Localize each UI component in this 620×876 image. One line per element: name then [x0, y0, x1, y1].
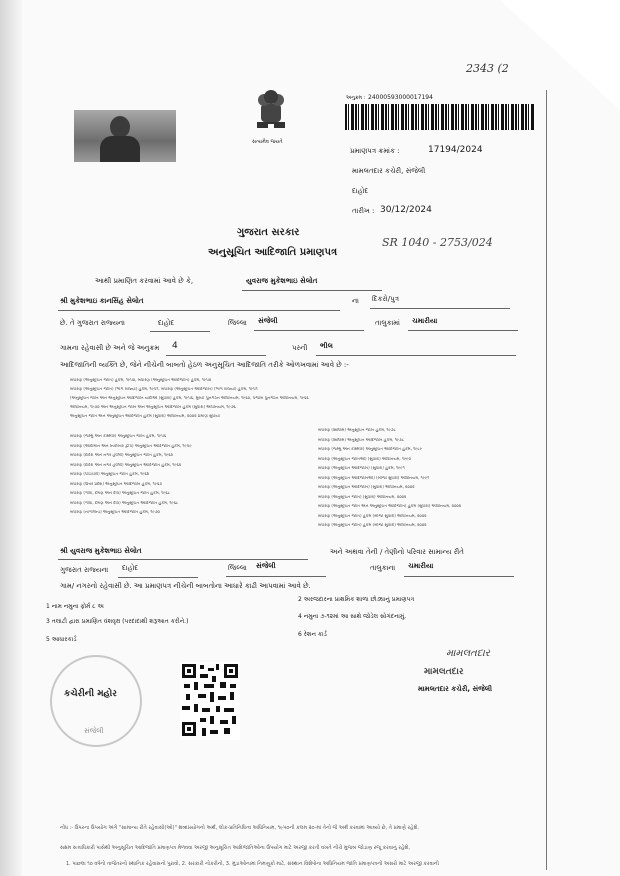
applicant-photo	[74, 110, 176, 162]
parent-name: શ્રી મુકેશભાઇ કાનસિંહ સેલોત	[60, 297, 144, 305]
schedule-right-item: બંધારણ (અનુસૂચિત જાતિ અને અનુસૂચિત આદિજાતિ) હુકમ (સુધારા) અધિનિયમ, ૨૦૦૨	[318, 504, 462, 508]
second-district: દાહોદ	[122, 564, 139, 572]
issue-date: 30/12/2024	[380, 205, 432, 215]
underline	[254, 330, 364, 331]
serial-number: 24000593000017194	[368, 94, 433, 101]
schedule-left-item: બંધારણ (ઉત્તર પ્રદેશ) અનુસૂચિત આદિજાતિ હુકમ, ૧૯૬૭	[70, 481, 162, 486]
doc-item-5: 5 આધારકાર્ડ	[46, 636, 77, 643]
scan-shadow	[0, 0, 22, 876]
cert-title: અનુસૂચિત આદિજાતિ પ્રમાણપત્ર	[208, 247, 338, 258]
second-jillo-label: જિલ્લા	[228, 564, 247, 572]
intro-text: આથી પ્રમાણિત કરવામાં આવે છે કે,	[95, 277, 194, 285]
underline	[408, 330, 518, 331]
underline	[370, 308, 510, 309]
schedule-right-item: બંધારણ (અનુસૂચિત જાતિ) હુકમ (બીજો સુધારો) અધિનિયમ, ૨૦૦૨	[318, 513, 427, 518]
officer-signature: મામલતદાર	[446, 648, 490, 659]
underline	[166, 355, 266, 356]
district-name: દાહોદ	[352, 187, 369, 195]
date-label: તારીખ :	[352, 207, 375, 215]
seal-place: સંજેલી	[84, 727, 104, 735]
parent-relation: દિકરો/પુત્ર	[372, 295, 400, 303]
tribe-label: પરની	[292, 344, 308, 352]
second-taluka-value: ચમારીયા	[408, 562, 434, 570]
schedule-right-item: બંધારણ (અનુસૂચિત આદિજાતિ) (સુધારા) અધિનિયમ, ૨૦૦૨	[318, 485, 415, 489]
schedule-left-item: બંધારણ (પોંડિચેરી) અનુસૂચિત જાતિ હુકમ, ૧૯૬૪	[70, 472, 150, 476]
footer-note-1: નોંધ :- ઉપરના ઉપયોગ અંગે "સામાન્ય રીતે રહેવાસી(ઓ)" શબ્દપ્રયોગનો અર્થ, લોક-પ્રતિનિધિત્વ અધિનિયમ, ૧૯૫૦ની કલમ ૨૦-માં તેનો જે અર્થ કરવામાં આવ્યો છે, તે પ્રમાણે રહેશે.	[60, 825, 420, 831]
tribe-statement: આદિજાતિની વ્યક્તિ છે, જેને નીચેની બાબતો હેઠળ અનુસૂચિત આદિજાતિ તરીકે ઓળખવામાં આવે છે :-	[60, 361, 349, 369]
doc-item-6: 6 રેશન કાર્ડ	[298, 631, 327, 638]
handwritten-reference: SR 1040 - 2753/024	[382, 236, 493, 249]
schedule-left-item: બંધારણ (નાગાલેન્ડ) અનુસૂચિત આદિજાતિ હુકમ, ૧૯૭૦	[70, 510, 160, 514]
second-jillo-value: સંજેલી	[256, 562, 276, 570]
state-label: છે. તે ગુજરાત રાજ્યના	[60, 319, 125, 327]
page-edge-line	[546, 90, 547, 870]
officer-office: મામલતદાર કચેરી, સંજેલી	[418, 685, 493, 693]
schedule-left-item: બંધારણ (અનુસૂચિત જાતિ) હુકમ, ૧૯૫૦, બંધારણ (અનુસૂચિત આદિજાતિ) હુકમ, ૧૯૫૦	[70, 378, 212, 382]
schedule-left-item: અનુસૂચિત જાતિ અને અનુસૂચિત આદિજાતિ હુકમ (સુધારા) અધિનિયમ, ૨૦૦૨ પ્રમાણે સુધાર્યા	[70, 414, 220, 418]
schedule-right-item: બંધારણ (અનુસૂચિત જાતિઓ) (સુધારા) અધિનિયમ, ૧૯૯૦	[318, 456, 412, 461]
taluka-label: તાલુકામાં	[375, 319, 400, 327]
corner-handwritten-number: 2343 (2	[466, 62, 509, 75]
underline	[150, 331, 210, 332]
underline	[242, 290, 382, 291]
cert-no-label: પ્રમાણપત્ર ક્રમાંક :	[350, 147, 400, 155]
state-district: દાહોદ	[158, 319, 175, 327]
barcode	[345, 104, 535, 130]
footer-note-3: 1. પાછલા ૧૦ વર્ષનો તાજેતરનો સ્થાનિક રહેવાસનો પુરાવો, 2. સરકારી નોકરીનો, 3. મુંડાઓનામાં નિમણૂકો માટે, સંસ્થાન વિશેષોના અધિનિયમ જાતિ પ્રમાણપત્રની અસરો માટે અરજી કરવાની	[66, 861, 439, 867]
schedule-left-item: બંધારણ (ગોવા, દમણ અને દીવ) અનુસૂચિત આદિજાતિ હુકમ, ૧૯૬૮	[70, 500, 179, 505]
relation-prefix: ના	[352, 297, 359, 305]
schedule-left-item: બંધારણ (દાદરા અને નગર હવેલી) અનુસૂચિત આદિજાતિ હુકમ, ૧૯૬૨	[70, 462, 182, 467]
underline	[58, 559, 308, 560]
tribe-value: ભીલ	[320, 342, 333, 350]
page-fold	[500, 0, 620, 110]
taluka-value: ચમારીયા	[412, 317, 438, 325]
seal-text: કચેરીની મહોર	[64, 689, 117, 699]
schedule-left-item: બંધારણ (આંદામાન અને નિકોબાર દ્વીપ) અનુસૂચિત આદિજાતિ હુકમ, ૧૯૫૯	[70, 443, 192, 448]
underline	[404, 576, 514, 577]
schedule-right-item: બંધારણ (સિક્કિમ) અનુસૂચિત જાતિ હુકમ, ૧૯૭૮	[318, 428, 396, 432]
schedule-right-item: બંધારણ (અનુસૂચિત જાતિ) (સુધારા) અધિનિયમ, ૨૦૦૨	[318, 494, 407, 499]
jillo-value: સંજેલી	[258, 317, 278, 325]
schedule-right-item: બંધારણ (જમ્મુ અને કાશ્મીર) અનુસૂચિત આદિજાતિ હુકમ, ૧૯૮૯	[318, 447, 423, 451]
emblem-caption: સત્યમેવ જયતે	[252, 139, 283, 145]
footer-note-2: સક્ષમ સત્તાધિકારી પાસેથી અનુસૂચિત આદિજાતિ પ્રમાણપત્ર મેળવવા અરજી અનુસૂચિત આદિજાતિઓના ઉપયોગ માટે અરજી કરતી વખતે નીચે મુજબ જોડાણ રજૂ કરવાનું રહેશે,	[60, 845, 410, 851]
qr-code	[180, 662, 240, 740]
underline	[58, 310, 340, 311]
doc-item-4: 4 નમુના ૭-૧૨માં આ સાથે જોડેલ સોગંદનામું.	[298, 613, 407, 620]
residence-label: ગામના રહેવાસી છે અને જે અનુક્રમ	[60, 344, 160, 352]
doc-item-1: 1 નામ નમુના ફોર્મ ૮ અ	[46, 603, 104, 610]
schedule-right-item: બંધારણ (અનુસૂચિત આદિજાતિ) (સુધારા) હુકમ, ૧૯૯૧	[318, 466, 405, 470]
schedule-left-item: બંધારણ (ગોવા, દમણ અને દીવ) અનુસૂચિત જાતિ હુકમ, ૧૯૬૮	[70, 491, 170, 495]
schedule-left-item: બંધારણ (જમ્મુ અને કાશ્મીર) અનુસૂચિત જાતિ હુકમ, ૧૯૫૬	[70, 434, 167, 438]
national-emblem-icon	[249, 86, 293, 134]
schedule-right-item: બંધારણ (અનુસૂચિત આદિજાતિઓ) (બીજો સુધારો) અધિનિયમ, ૧૯૯૧	[318, 475, 430, 480]
second-state-label: ગુજરાત રાજ્યના	[60, 566, 109, 574]
doc-item-3: 3 તલાટી દ્વારા પ્રમાણિત વંશવૃક્ષ (પરદાદાથી શરૂઆત કરીને.)	[46, 618, 189, 625]
schedule-left-item: બંધારણ (અનુસૂચિત જાતિ) (ભાગ રાજ્યો) હુકમ, ૧૯૫૧, બંધારણ (અનુસૂચિત આદિજાતિ) (ભાગ રાજ્યો) હુકમ, ૧૯૫૧	[70, 387, 258, 391]
serial-label: અનુક્રમ :	[346, 95, 366, 101]
applicant-name: યુવરાજ મુકેશભાઇ સેલોત	[246, 277, 318, 285]
underline	[226, 576, 326, 577]
office-name: મામલતદાર કચેરી, સંજેલી	[352, 167, 426, 175]
second-applicant-name: શ્રી યુવરાજ મુકેશભાઇ સેલોત	[60, 547, 142, 555]
schedule-right-item: બંધારણ (અનુસૂચિત જાતિ) હુકમ (બીજો સુધારો) અધિનિયમ, ૨૦૦૨	[318, 523, 427, 527]
family-statement: અને અથવા તેની / તેણીનો પરિવાર સામાન્ય રીતે	[330, 548, 464, 556]
underline	[118, 577, 198, 578]
residence-no: 4	[172, 341, 178, 351]
basis-statement: ગામ/ નગરનો રહેવાસી છે. આ પ્રમાણપત્ર નીચેની બાબતોના આધારે કાઢી આપવામાં આવે છે.	[60, 582, 311, 590]
gov-title: ગુજરાત સરકાર	[237, 227, 300, 238]
schedule-left-item: (અનુસૂચિત જાતિ અને અનુસૂચિત આદિજાતિ યાદીઓ (સુધારા) હુકમ, ૧૯૫૬, મુંબઈ પુનર્ગઠન અધિનિયમ, ૧૯૬૦, પંજાબ પુનર્ગઠન અધિનિયમ, ૧૯૬૬	[70, 396, 309, 400]
schedule-right-item: બંધારણ (સિક્કિમ) અનુસૂચિત આદિજાતિ હુકમ, ૧૯૭૮	[318, 437, 405, 442]
officer-title: મામલતદાર	[424, 667, 464, 677]
schedule-left-item: બંધારણ (દાદરા અને નગર હવેલી) અનુસૂચિત જાતિ હુકમ, ૧૯૬૨	[70, 453, 173, 457]
cert-no: 17194/2024	[428, 145, 483, 155]
doc-item-2: 2 અરજદારના પ્રાથમિક શાળા છોડ્યાનું પ્રમાણપત્ર	[298, 596, 415, 603]
schedule-left-item: અધિનિયમ, ૧૯૭૦ અને અનુસૂચિત જાતિ અને અનુસૂચિત આદિજાતિ હુકમ (સુધારા) અધિનિયમ, ૧૯૭૬	[70, 405, 236, 409]
underline	[316, 355, 516, 356]
jillo-label: જિલ્લા	[228, 319, 247, 327]
second-taluka-label: તાલુકાના	[370, 564, 396, 572]
